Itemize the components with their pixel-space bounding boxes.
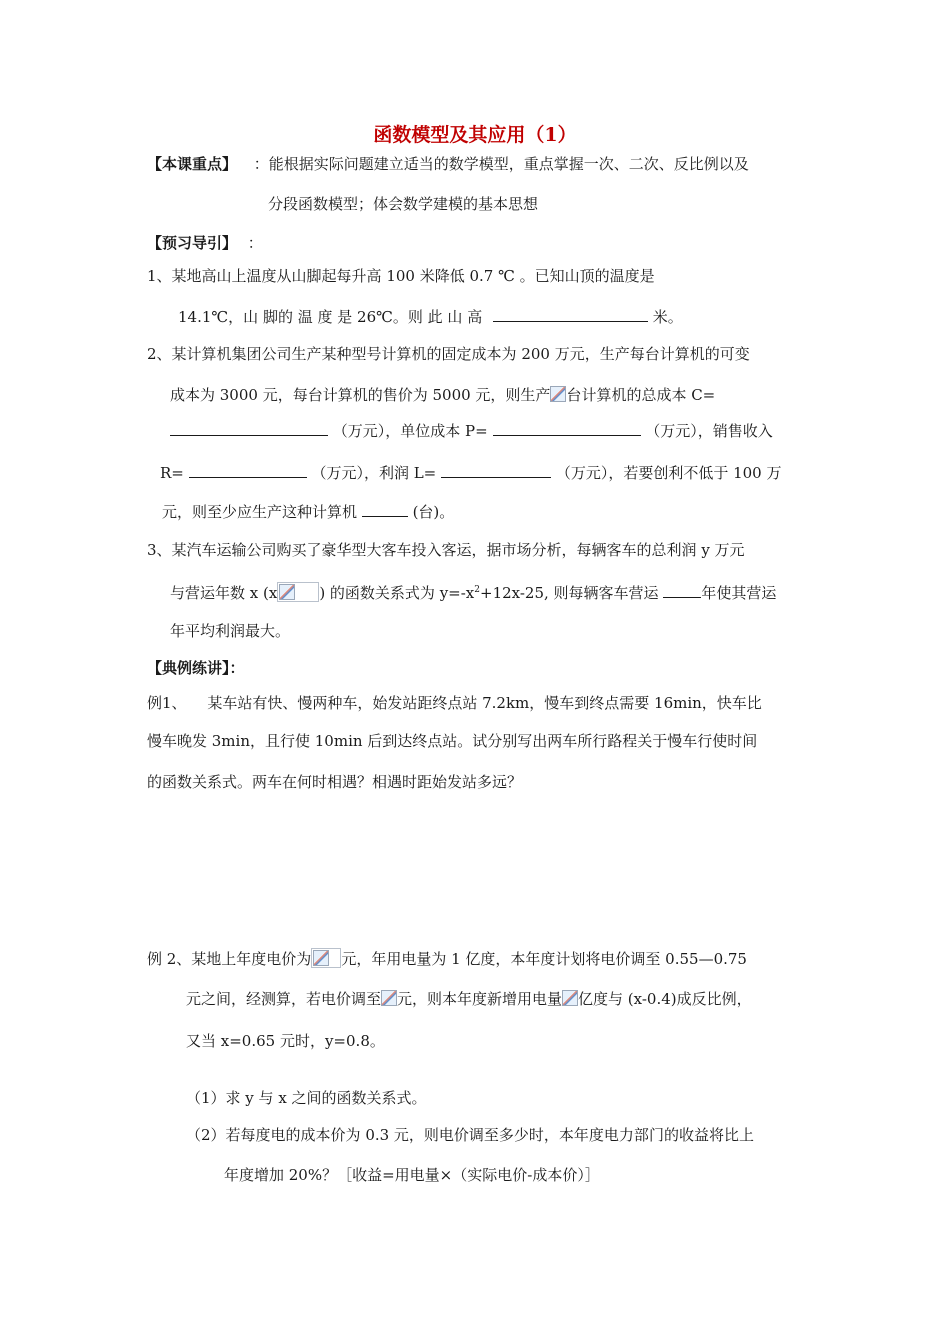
question-2-text-d: （万元），销售收入 (645, 422, 773, 440)
example-1-line1 (147, 692, 762, 714)
focus-section (147, 153, 749, 175)
question-3-text-a: 与营运年数 x (x (170, 584, 278, 602)
preview-colon: ： (247, 234, 263, 252)
example-2-line1 (147, 948, 747, 970)
question-1-text-b: 米。 (652, 308, 683, 326)
example-2-line2 (186, 988, 752, 1010)
question-2-line4 (160, 462, 781, 484)
question-3-line1: 3、某汽车运输公司购买了豪华型大客车投入客运，据市场分析，每辆客车的总利润 y 万元 (147, 541, 745, 559)
exponent: 2 (474, 585, 481, 595)
page-title: 函数模型及其应用（1） (373, 124, 577, 146)
question-3-line3: 年平均利润最大。 (170, 622, 291, 640)
question-2-line3 (170, 420, 773, 442)
question-2-text-c: （万元），单位成本 P= (332, 422, 488, 440)
answer-blank-unit-cost[interactable] (493, 420, 641, 436)
question-2-line1: 2、某计算机集团公司生产某种型号计算机的固定成本为 200 万元，生产每台计算机的可变 (147, 345, 750, 363)
question-2-text-i: (台)。 (412, 503, 455, 521)
question-2-text-g: （万元），若要创利不低于 100 万 (555, 464, 782, 482)
question-2-line5 (162, 501, 454, 523)
example-2-subquestion-1: （1）求 y 与 x 之间的函数关系式。 (186, 1089, 427, 1107)
question-2-text-a: 成本为 3000 元，每台计算机的售价为 5000 元，则生产 (170, 386, 551, 404)
focus-text-line1: ：能根据实际问题建立适当的数学模型，重点掌握一次、二次、反比例以及 (253, 155, 749, 173)
example-1-line3: 的函数关系式。两车在何时相遇？相遇时距始发站多远？ (147, 773, 523, 791)
question-3-text-d: 年使其营运 (701, 584, 777, 602)
example-1-number: 例1、 (147, 694, 187, 712)
focus-label: 【本课重点】 (147, 155, 238, 173)
example-2-text-a: 例 2、某地上年度电价为 (147, 950, 312, 968)
question-2-text-h: 元，则至少应生产这种计算机 (162, 503, 358, 521)
formula-image-icon (277, 582, 319, 602)
example-1-line2: 慢车晚发 3min，且行使 10min 后到达终点站。试分别写出两车所行路程关于慢车行使时间 (147, 732, 758, 750)
answer-blank-height[interactable] (493, 306, 648, 322)
question-1-line1: 1、某地高山上温度从山脚起每升高 100 米降低 0.7 ℃ 。已知山顶的温度是 (147, 267, 655, 285)
answer-blank-total-cost[interactable] (170, 420, 328, 436)
example-2-text-c: 元之间，经测算，若电价调至 (186, 990, 382, 1008)
example-2-subquestion-2-line2: 年度增加 20%？［收益=用电量×（实际电价-成本价）］ (224, 1166, 600, 1184)
question-1-line2 (178, 306, 683, 328)
answer-blank-revenue[interactable] (189, 462, 307, 478)
example-2-subquestion-2-line1: （2）若每度电的成本价为 0.3 元，则电价调至多少时，本年度电力部门的收益将比上 (186, 1126, 754, 1144)
question-1-text-a: 14.1℃，山 脚的 温 度 是 26℃。则 此 山 高 (178, 308, 483, 326)
answer-blank-units[interactable] (362, 501, 408, 517)
question-2-text-f: （万元），利润 L= (311, 464, 437, 482)
question-3-line2 (170, 579, 776, 604)
question-2-line2 (170, 384, 715, 406)
preview-section (147, 232, 263, 254)
preview-label: 【预习导引】 (147, 234, 238, 252)
example-1-text-a: 某车站有快、慢两种车，始发站距终点站 7.2km，慢车到终点需要 16min，快车比 (207, 694, 762, 712)
formula-image-icon (562, 990, 578, 1006)
focus-text-line2: 分段函数模型；体会数学建模的基本思想 (268, 195, 539, 213)
formula-image-icon (550, 386, 566, 402)
question-3-text-b: ) 的函数关系式为 y=-x (319, 584, 475, 602)
formula-image-icon (381, 990, 397, 1006)
question-3-text-c: +12x-25, 则每辆客车营运 (480, 584, 659, 602)
answer-blank-years[interactable] (663, 582, 701, 598)
answer-blank-profit[interactable] (441, 462, 551, 478)
examples-label: 【典例练讲】： (147, 659, 245, 677)
example-2-text-e: 亿度与 (x-0.4)成反比例， (578, 990, 752, 1008)
question-2-text-b: 台计算机的总成本 C= (566, 386, 716, 404)
example-2-text-b: 元，年用电量为 1 亿度，本年度计划将电价调至 0.55—0.75 (341, 950, 747, 968)
question-2-text-e: R= (160, 464, 184, 482)
example-2-line3: 又当 x=0.65 元时，y=0.8。 (186, 1032, 385, 1050)
example-2-text-d: 元，则本年度新增用电量 (397, 990, 563, 1008)
formula-image-icon (311, 948, 341, 968)
